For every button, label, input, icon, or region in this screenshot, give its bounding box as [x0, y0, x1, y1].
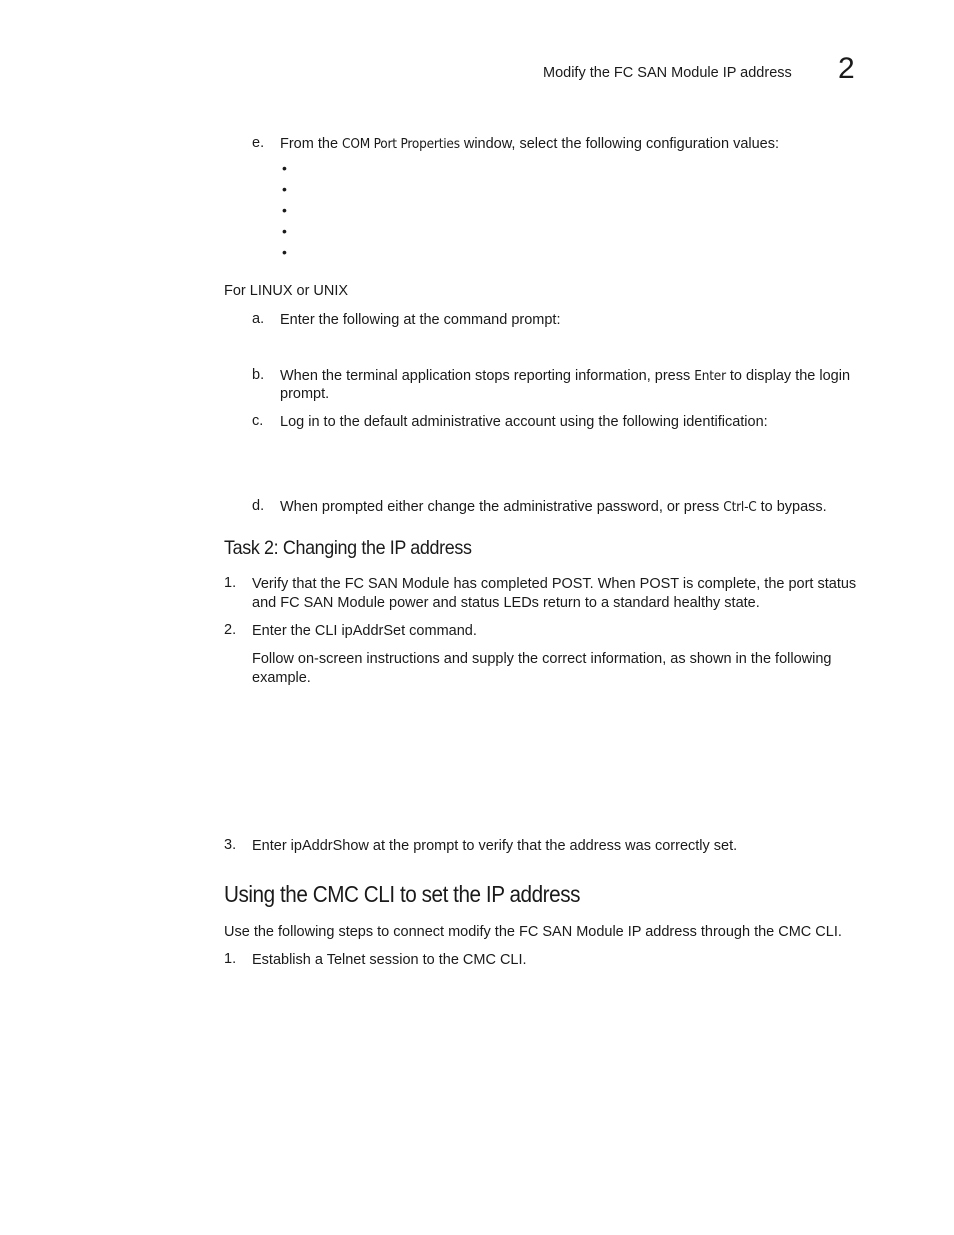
step-e-text — [280, 135, 779, 154]
step-e-suffix: window, select the following configuration values: — [459, 136, 780, 152]
task2-step2-text: Enter the CLI ipAddrSet command. — [252, 623, 477, 639]
step-d-prefix: When prompted either change the administrative password, or press — [280, 499, 724, 515]
task2-step1-line2: and FC SAN Module power and status LEDs return to a standard healthy state. — [252, 595, 760, 611]
bullet-3: • — [282, 202, 287, 218]
step-b-prefix: When the terminal application stops reporting information, press — [280, 368, 695, 384]
cmc-step1-text: Establish a Telnet session to the CMC CLI. — [252, 952, 527, 968]
step-marker-d: d. — [252, 498, 265, 514]
step-c-text: Log in to the default administrative account using the following identification: — [280, 414, 768, 430]
step-marker-e: e. — [252, 135, 265, 151]
step-marker-b: b. — [252, 367, 265, 383]
task2-step1-line1: Verify that the FC SAN Module has completed POST. When POST is complete, the port status — [252, 576, 857, 592]
bullet-1: • — [282, 160, 287, 176]
step-a-text: Enter the following at the command prompt: — [280, 312, 561, 328]
step-b-line2: prompt. — [280, 386, 330, 402]
ui-term-com-port-properties: COM Port Properties — [342, 136, 460, 152]
step-marker-a: a. — [252, 311, 265, 327]
bullet-2: • — [282, 181, 287, 197]
step-e-prefix: From the — [280, 136, 343, 152]
chapter-number: 2 — [838, 52, 855, 85]
linux-intro: For LINUX or UNIX — [224, 283, 349, 299]
step-b-text — [280, 367, 850, 386]
step-marker-c: c. — [252, 413, 264, 429]
step-d-text — [280, 498, 827, 517]
task2-step3-text: Enter ipAddrShow at the prompt to verify that the address was correctly set. — [252, 838, 738, 854]
cmc-section-heading: Using the CMC CLI to set the IP address — [224, 881, 580, 907]
running-header-title: Modify the FC SAN Module IP address — [543, 65, 792, 81]
task2-step2-marker: 2. — [224, 622, 237, 638]
cmc-intro: Use the following steps to connect modify the FC SAN Module IP address through the CMC CLI. — [224, 924, 842, 940]
task2-step3-marker: 3. — [224, 837, 237, 853]
task2-step2-follow-line1: Follow on-screen instructions and supply the correct information, as shown in the following — [252, 651, 832, 667]
cmc-step1-marker: 1. — [224, 951, 237, 967]
task2-step2-follow-line2: example. — [252, 670, 311, 686]
step-d-suffix: to bypass. — [756, 499, 827, 515]
ui-term-enter: Enter — [694, 368, 726, 384]
bullet-5: • — [282, 244, 287, 260]
bullet-4: • — [282, 223, 287, 239]
ui-term-ctrl-c: Ctrl-C — [723, 499, 757, 515]
task2-heading: Task 2: Changing the IP address — [224, 537, 472, 559]
step-b-suffix: to display the login — [725, 368, 851, 384]
task2-step1-marker: 1. — [224, 575, 237, 591]
